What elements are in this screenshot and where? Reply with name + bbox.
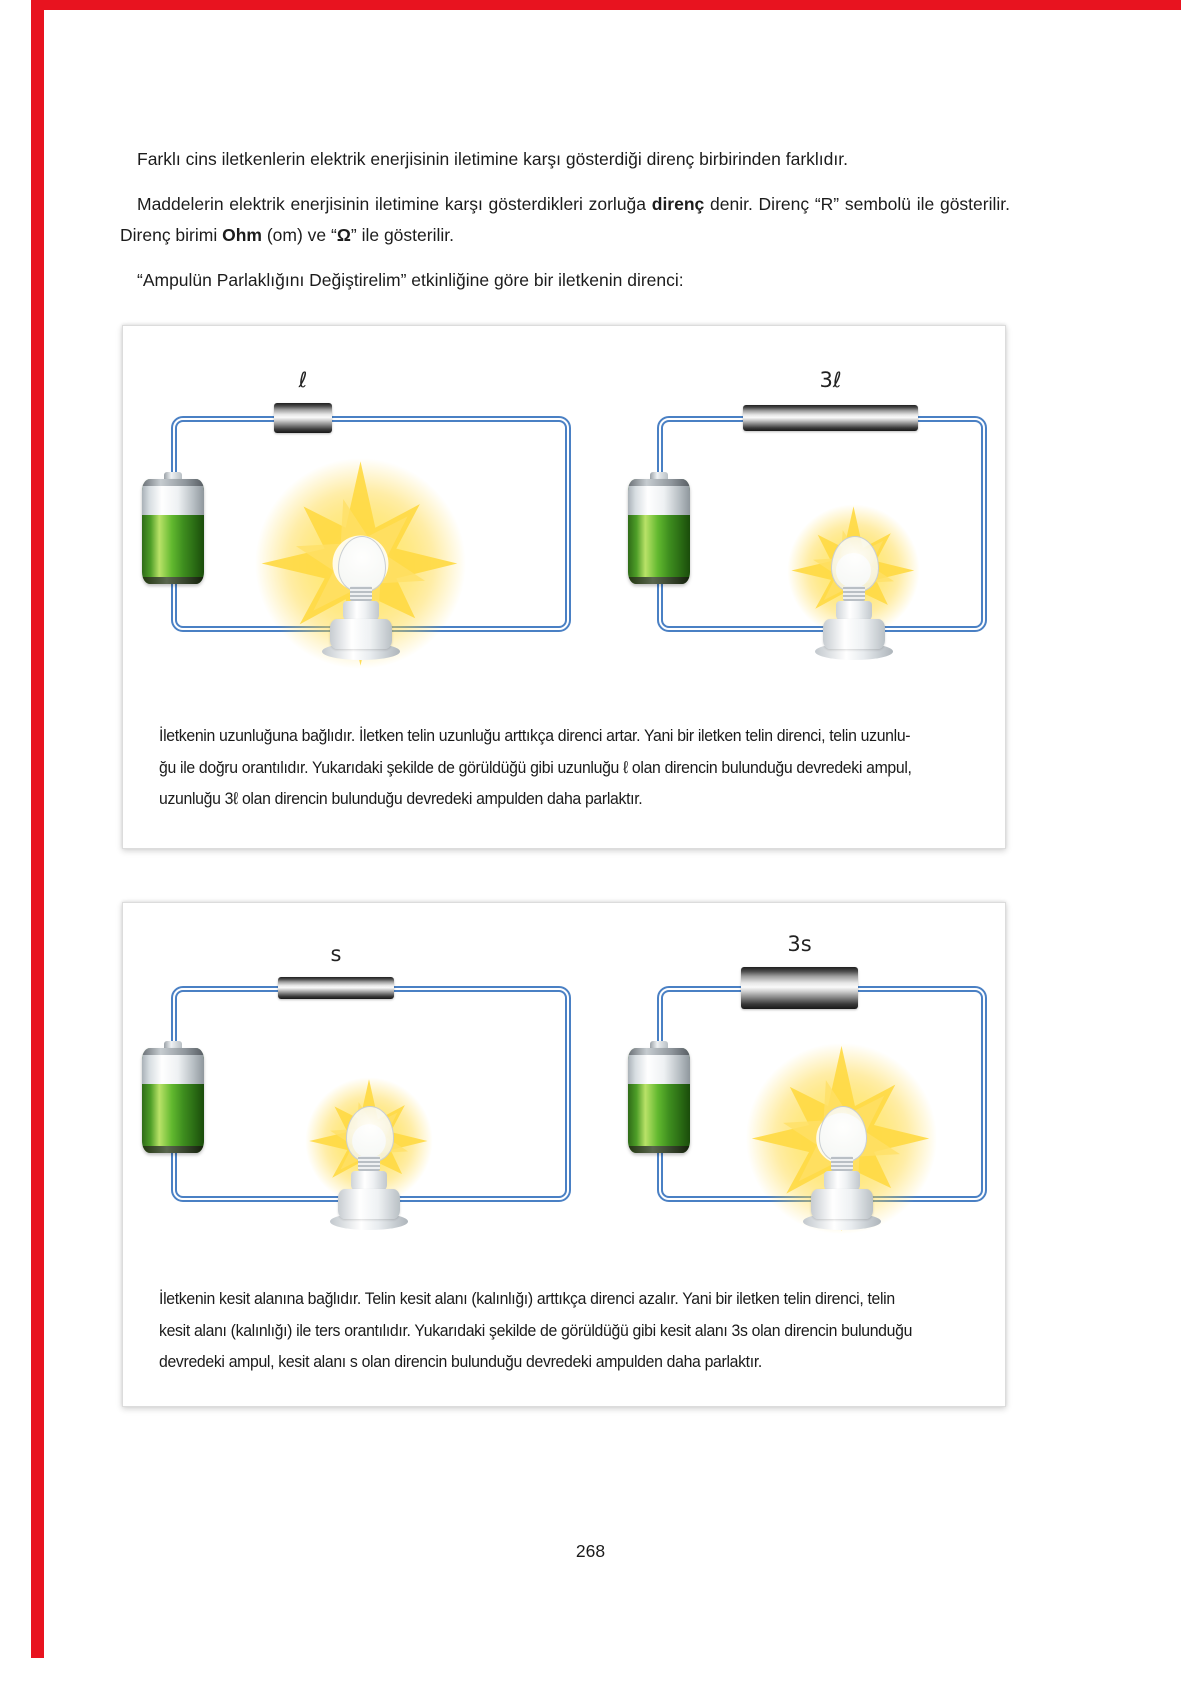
caption-line: uzunluğu 3ℓ olan direncin bulunduğu devredeki ampulden daha parlaktır. bbox=[159, 789, 643, 808]
bulb-glass bbox=[831, 536, 879, 592]
text-run: (om) ve “ bbox=[261, 225, 337, 245]
text-run: ” ile gösterilir. bbox=[350, 225, 454, 245]
text-run: Maddelerin elektrik enerjisinin iletimine karşı gösterdikleri zorluğa bbox=[137, 194, 652, 214]
text-run: denir. Direnç “R” sembolü ile gösterilir. Direnç birimi bbox=[120, 194, 1010, 245]
bold-term-direnc: direnç bbox=[651, 194, 705, 214]
bulb-screw bbox=[831, 1156, 853, 1171]
bulb-glass bbox=[819, 1106, 867, 1162]
resistor-icon bbox=[743, 405, 918, 431]
battery-body bbox=[142, 479, 204, 584]
caption-line: devredeki ampul, kesit alanı s olan direncin bulunduğu devredeki ampulden daha parlaktır. bbox=[159, 1352, 762, 1371]
bulb-glass bbox=[338, 536, 386, 592]
page-border-left bbox=[31, 0, 44, 1658]
circuit-section-s bbox=[171, 942, 571, 1202]
paragraph-1: Farklı cins iletkenlerin elektrik enerjisinin iletimine karşı gösterdiği direnç birbirinden farklıdır. bbox=[137, 149, 848, 169]
paragraph-3: “Ampulün Parlaklığını Değiştirelim” etkinliğine göre bir iletkenin direnci: bbox=[137, 270, 684, 290]
figure-resistance-cross-section bbox=[122, 902, 1006, 1407]
paragraph-2 bbox=[120, 189, 1010, 251]
caption-line: İletkenin uzunluğuna bağlıdır. İletken telin uzunluğu arttıkça direnci artar. Yani bir iletken telin direnci, telin uzunlu- bbox=[159, 726, 911, 745]
bulb-holder-neck bbox=[824, 1171, 860, 1191]
resistor-icon bbox=[278, 977, 394, 999]
resistor-label: s bbox=[330, 942, 342, 966]
bulb-holder-base bbox=[330, 619, 392, 649]
page-number: 268 bbox=[575, 1541, 606, 1561]
circuit-length-l bbox=[171, 368, 571, 632]
intro-text bbox=[120, 144, 1010, 296]
bold-term-omega: Ω bbox=[336, 225, 351, 245]
circuit-length-3l bbox=[657, 368, 987, 632]
resistor-label: ℓ bbox=[298, 368, 308, 392]
resistor-icon bbox=[741, 967, 858, 1009]
figure-resistance-length bbox=[122, 325, 1006, 849]
resistor-label: 3ℓ bbox=[819, 368, 842, 392]
battery-icon bbox=[628, 1041, 690, 1153]
figure-caption bbox=[159, 720, 971, 815]
battery-icon bbox=[142, 472, 204, 584]
bulb-screw bbox=[350, 586, 372, 601]
circuit-section-3s bbox=[657, 932, 987, 1202]
bulb-glass bbox=[346, 1106, 394, 1162]
bulb-screw bbox=[843, 586, 865, 601]
battery-body bbox=[628, 479, 690, 584]
bulb-screw bbox=[358, 1156, 380, 1171]
bulb-holder-neck bbox=[351, 1171, 387, 1191]
battery-icon bbox=[142, 1041, 204, 1153]
bulb-holder-neck bbox=[836, 601, 872, 621]
bulb-holder-base bbox=[811, 1189, 873, 1219]
figure-caption bbox=[159, 1283, 971, 1378]
battery-body bbox=[628, 1048, 690, 1153]
caption-line: ğu ile doğru orantılıdır. Yukarıdaki şekilde de görüldüğü gibi uzunluğu ℓ olan direncin bulunduğu devredeki ampul, bbox=[159, 757, 912, 777]
battery-icon bbox=[628, 472, 690, 584]
bulb-holder-base bbox=[338, 1189, 400, 1219]
bulb-holder-neck bbox=[343, 601, 379, 621]
caption-line: İletkenin kesit alanına bağlıdır. Telin kesit alanı (kalınlığı) arttıkça direnci azalır. Yani bir iletken telin direnci, telin bbox=[159, 1289, 895, 1308]
resistor-icon bbox=[274, 403, 332, 433]
bold-term-ohm: Ohm bbox=[222, 225, 262, 245]
page-border-top bbox=[31, 0, 1181, 10]
battery-body bbox=[142, 1048, 204, 1153]
bulb-holder-base bbox=[823, 619, 885, 649]
caption-line: kesit alanı (kalınlığı) ile ters orantılıdır. Yukarıdaki şekilde de görüldüğü gibi kesit alanı 3s olan direncin bulunduğu bbox=[159, 1320, 913, 1340]
resistor-label: 3s bbox=[787, 932, 812, 956]
